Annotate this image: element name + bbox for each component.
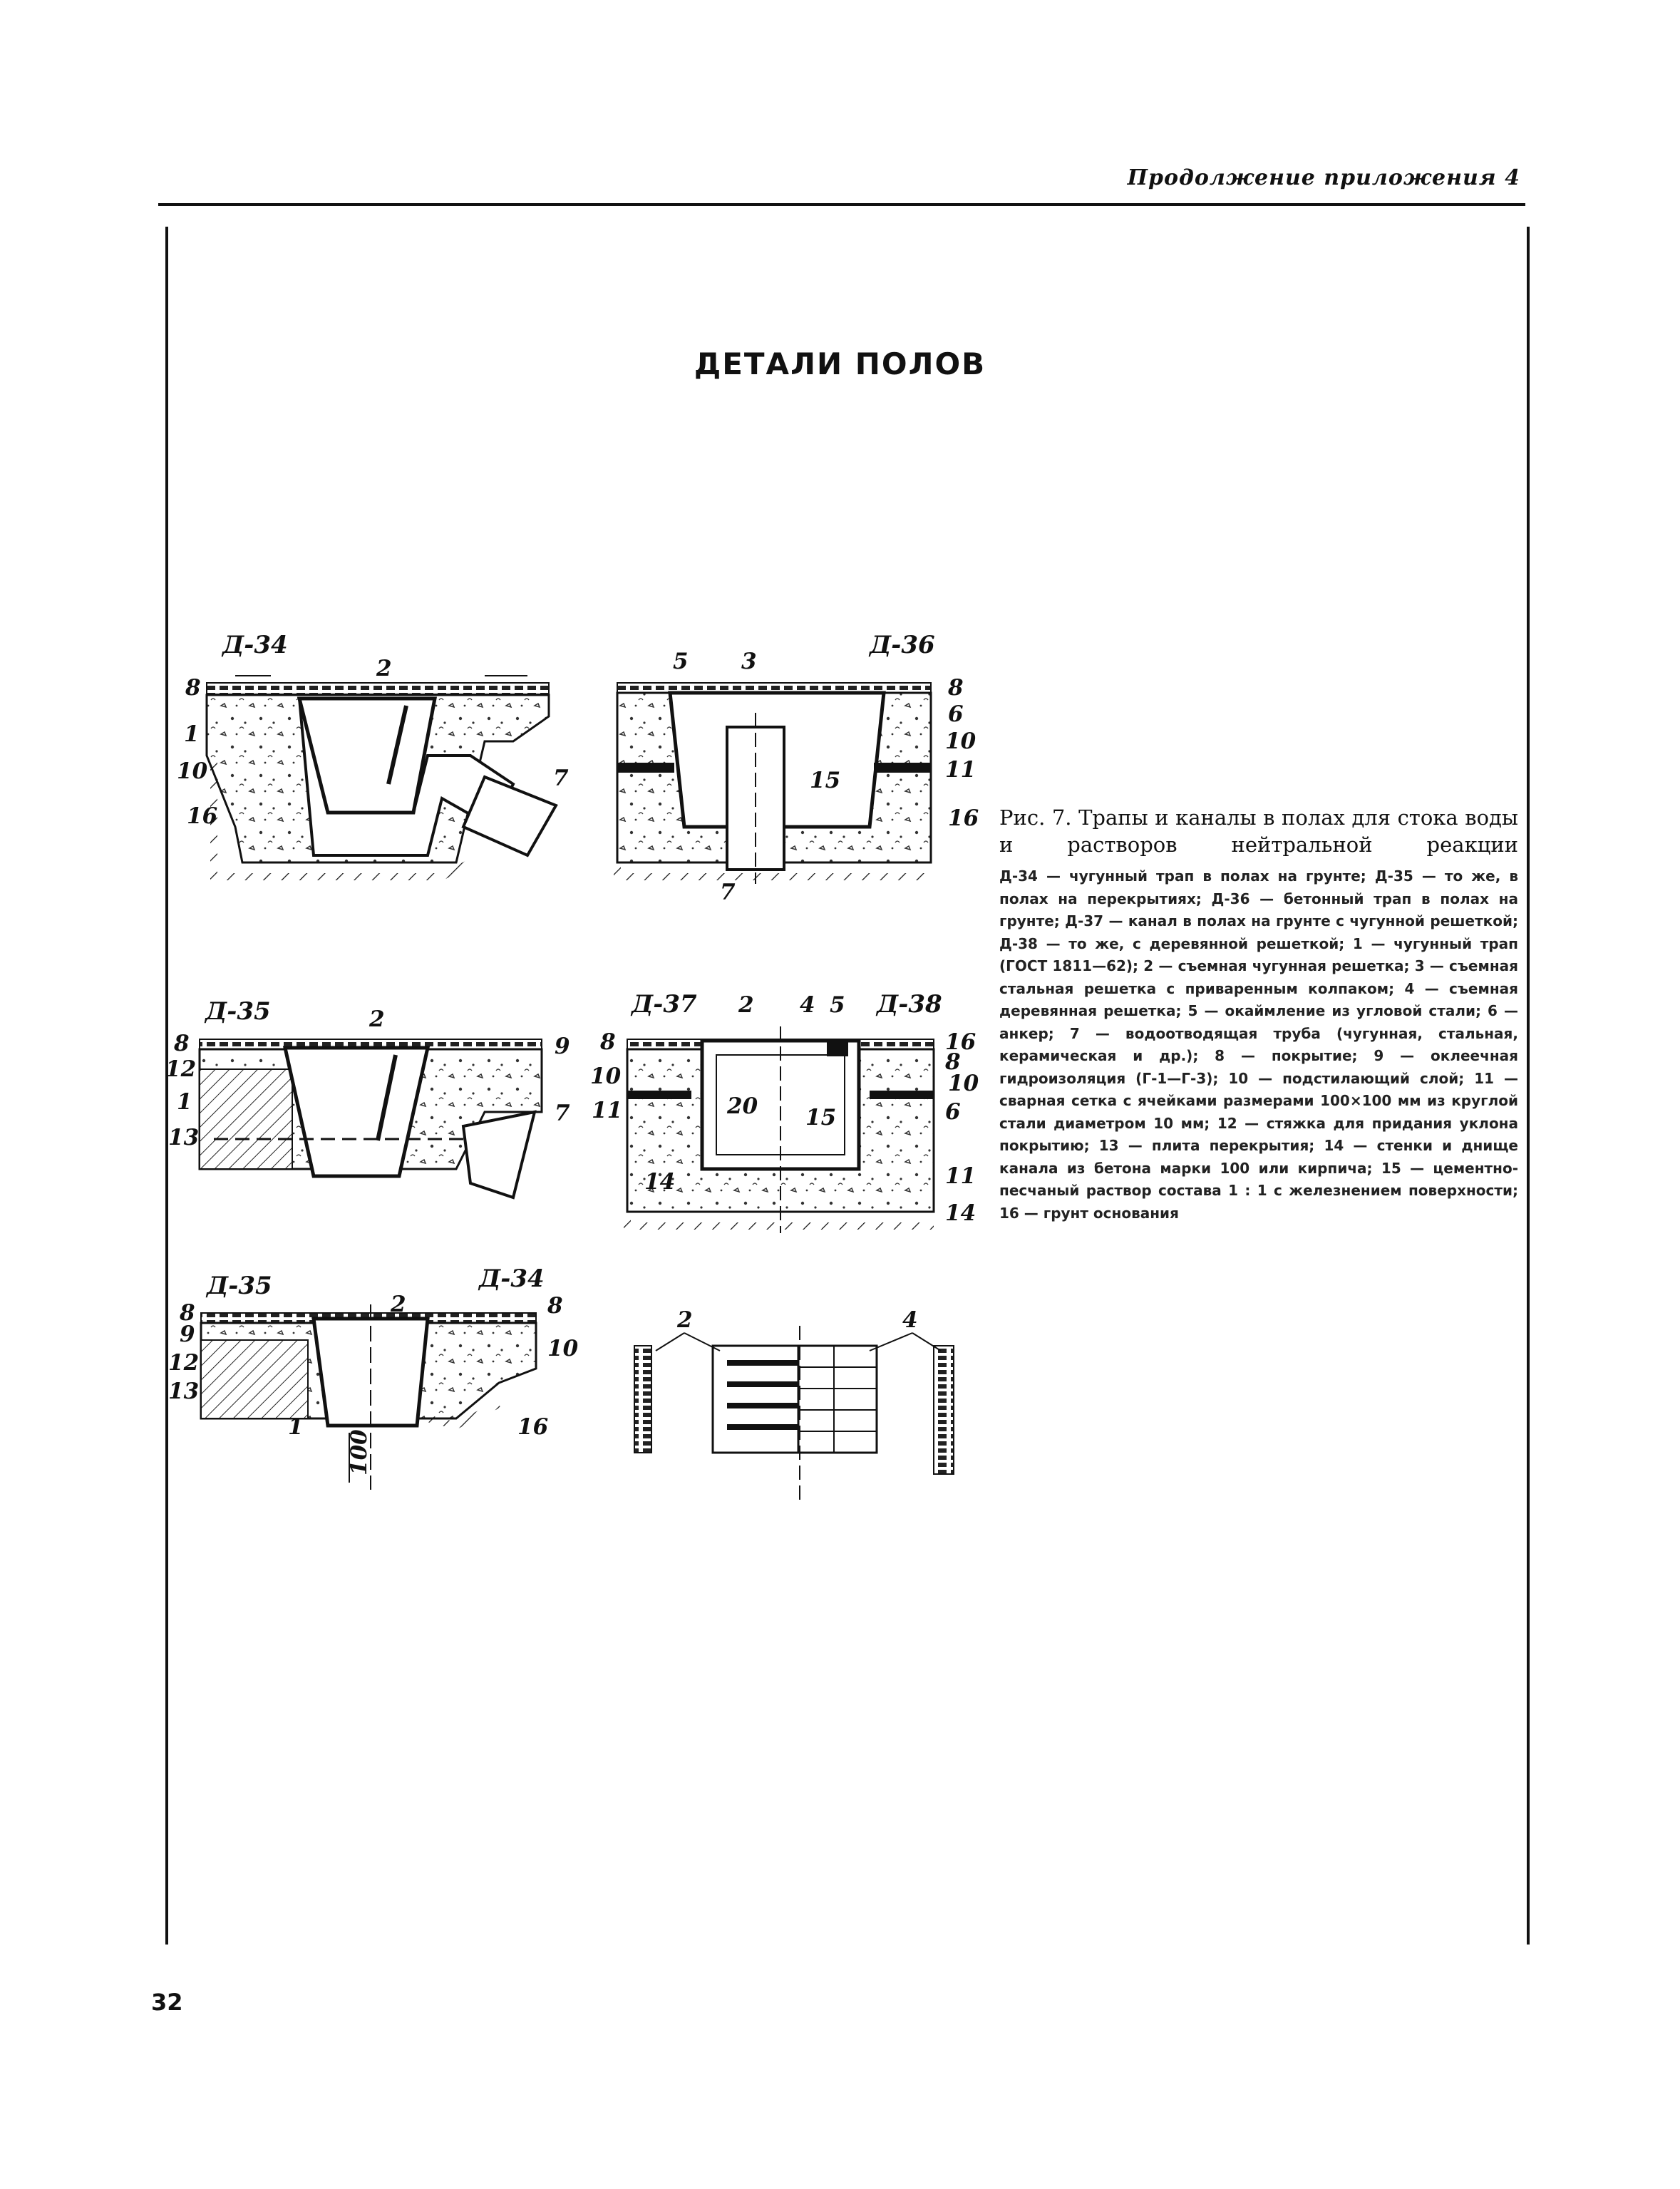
label-7: 7 [720,880,736,905]
label-16: 14 [945,1200,976,1226]
label-1: 1 [288,1414,304,1440]
label-10: 10 [945,728,976,754]
label-10: 10 [590,1063,622,1089]
label-3: 3 [741,649,757,674]
label-100: 100 [346,1429,372,1475]
label-8: 8 [600,1029,616,1055]
label-code-d35-bottom: Д-35 [207,1272,272,1300]
label-7: 7 [555,1101,570,1126]
label-20: 20 [727,1093,758,1119]
label-8-right: 16 [945,1029,976,1055]
label-8: 8 [174,1031,190,1056]
figure-d37-d38 [590,990,979,1233]
label-11-right: 6 [945,1099,961,1125]
label-code-d34-top: Д-34 [222,631,288,659]
label-8-right: 8 [547,1293,563,1319]
label-5: 5 [830,992,845,1018]
label-code-d37: Д-37 [632,990,697,1019]
page-title: ДЕТАЛИ ПОЛОВ [694,346,986,381]
label-8: 8 [185,675,201,701]
label-14-right: 11 [945,1163,976,1189]
figure-d34 [177,631,569,877]
label-8: 8 [180,1300,195,1326]
label-1: 1 [184,721,200,747]
label-8: 8 [948,675,964,701]
page-number: 32 [151,1989,183,2016]
label-4: 4 [902,1307,918,1333]
label-2: 2 [738,992,754,1018]
label-10: 10 [177,758,208,784]
label-code-d35-middle: Д-35 [205,997,271,1026]
label-4: 4 [800,992,815,1018]
label-12: 12 [165,1056,197,1082]
label-2: 2 [369,1006,385,1032]
label-10: 10 [547,1336,579,1361]
label-code-d34-bottom: Д-34 [479,1265,545,1293]
label-9: 9 [180,1322,195,1347]
label-6: 10 [948,1071,979,1096]
label-1: 1 [177,1089,192,1115]
label-13: 13 [168,1125,200,1150]
running-header: Продолжение приложения 4 [1127,165,1520,190]
label-6: 6 [948,701,964,727]
label-9: 9 [555,1034,570,1059]
label-2: 2 [376,656,392,681]
figure-grates [634,1307,954,1504]
label-13: 13 [168,1379,200,1404]
figure-d35-d34-bottom [168,1265,579,1490]
figure-d36 [617,631,979,905]
label-5: 5 [673,649,689,674]
figure-d35-middle [165,997,570,1197]
label-2: 2 [677,1307,693,1333]
label-16: 16 [948,805,979,831]
label-7: 7 [553,766,569,791]
label-code-d36: Д-36 [870,631,935,659]
label-16: 16 [187,803,218,829]
label-10-right: 8 [945,1049,961,1075]
caption-heading: Рис. 7. Трапы и каналы в полах для стока воды и растворов нейтральной реакции [999,805,1518,857]
label-2: 2 [391,1292,406,1317]
label-code-d38: Д-38 [877,990,942,1019]
label-15: 15 [810,768,841,793]
label-16: 16 [517,1414,549,1440]
label-15: 15 [805,1105,837,1130]
caption-body: Д-34 — чугунный трап в полах на грунте; Д-35 — то же, в полах на перекрытиях; Д-36 — бетонный трап в полах на грунте; Д-37 — канал в полах на грунте с чугунной решеткой; Д-38 — то же, с деревянной решеткой; 1 — чугунный трап (ГОСТ 1811—62); 2 — съемная чугунная решетка; 3 — съемная стальная решетка с приваренным колпаком; 4 — съемная деревянная решетка; 5 — окаймление из угловой стали; 6 — анкер; 7 — водоотводящая труба (чугунная, стальная, керамическая и др.); 8 — покрытие; 9 — оклеечная гидроизоляция (Г-1—Г-3); 10 — подстилающий слой; 11 — сварная сетка с ячейками размерами 100×100 мм из круглой стали диаметром 10 мм; 12 — стяжка для придания уклона покрытию; 13 — плита перекрытия; 14 — стенки и днище канала из бетона марки 100 или кирпича; 15 — цементно-песчаный раствор состава 1 : 1 с железнением поверхности; 16 — грунт основания [999,867,1518,1222]
label-11: 11 [945,757,976,783]
label-12: 12 [168,1350,200,1376]
label-14: 14 [644,1169,676,1195]
label-11: 11 [592,1098,623,1123]
